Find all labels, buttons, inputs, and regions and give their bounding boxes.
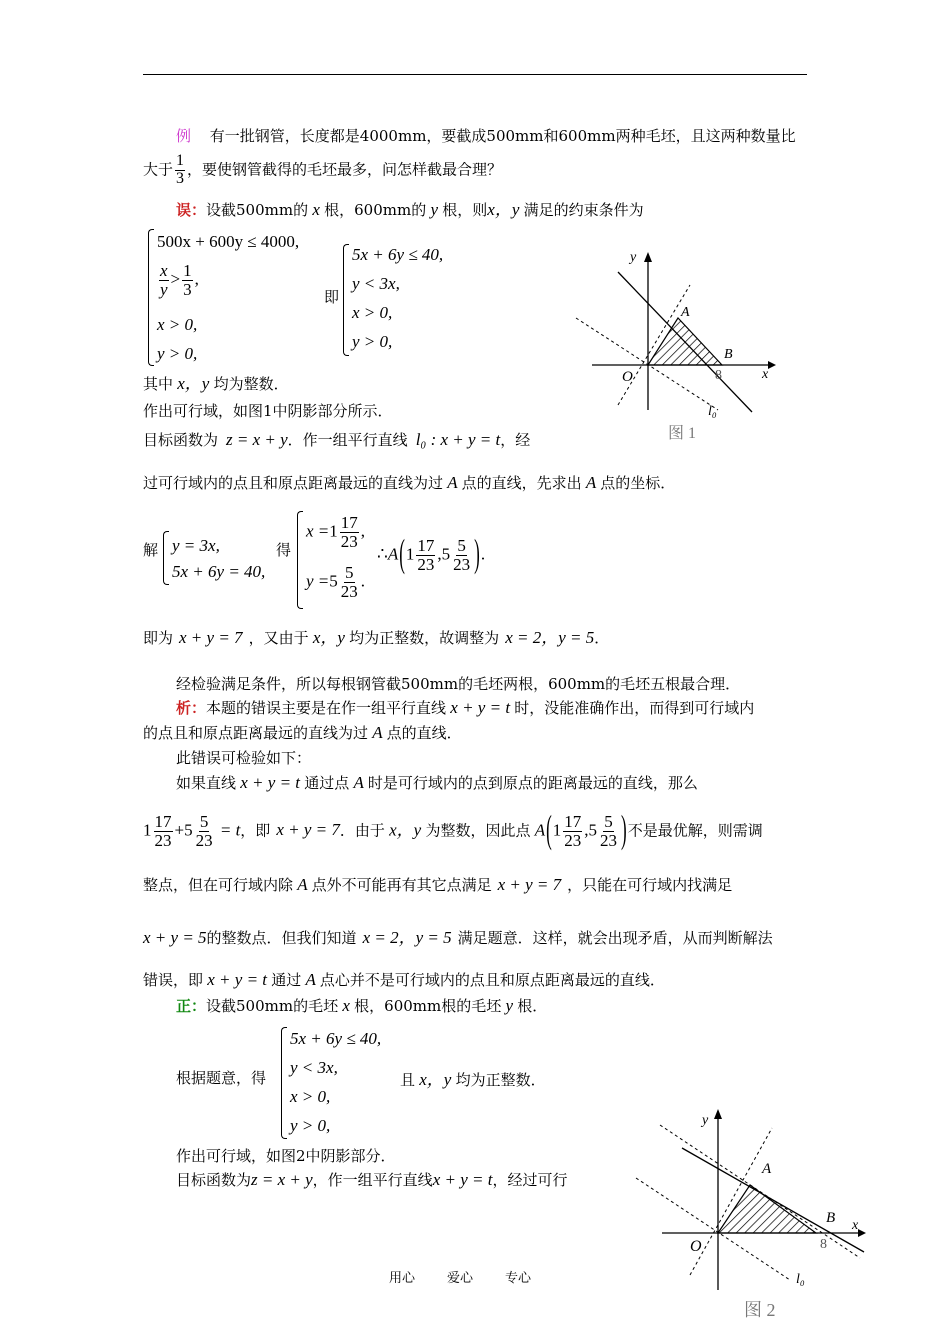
constraint-line-2 [682,1148,864,1252]
correct-cond: 且 x，y 均为正整数． [400,1070,546,1089]
solution-brace [297,511,303,609]
correct-row-1: 5x + 6y ≤ 40, [290,1029,382,1048]
correct-system-brace [281,1027,287,1139]
ji-label: 即 [324,288,340,306]
correct-row-4: y > 0, [290,1116,331,1135]
fig2-O-label: O [690,1238,702,1255]
solve-row-2: 5x + 6y = 40, [172,562,266,581]
system1-row-1: 500x + 600y ≤ 4000, [157,232,300,251]
integer-note: 其中 x，y 均为整数． [143,374,289,393]
analysis-tag: 析： [176,699,207,717]
fig1-tick-8: 8 [715,368,722,383]
check-line: 经检验满足条件，所以每根钢管截500mm的毛坯两根，600mm的毛坯五根最合理． [176,675,741,693]
system2-brace [343,244,349,356]
fig2-tick-8: 8 [820,1237,827,1252]
fig2-B-label: B [826,1210,836,1226]
objective-line: 目标函数为 z = x + y．作一组平行直线 l₀ : x + y = t，经 [143,430,531,449]
solve-row-1: y = 3x, [172,536,220,555]
analysis-line-2: 的点且和原点距离最远的直线为过 A 点的直线． [143,723,462,742]
point-A-coords: ∴A(1 $\frac{17}{23}$ ,5 $\frac{5}{23}$ ). [377,531,486,576]
correct-setup: 正：设截500mm的毛坯 x 根，600mm根的毛坯 y 根． [176,996,548,1015]
analysis-line-5: 1 $\frac{17}{23}$ +5 $\frac{5}{23}$ = t，即 x + y = 7．由于 x，y 为整数，因此点 A(1 $\frac{17}{23}$ ,5 $\frac{5}{23}$ )不是最优解，则需调 [143,807,763,852]
example-line-2: 大于 $\frac{1}{3}$ ，要使钢管截得的毛坯最多，问怎样截最合理？ [143,152,503,187]
figure-1 [565,245,805,445]
correct-tag: 正： [176,997,207,1015]
solve-label: 解 [143,541,159,559]
system1-row-2: $\frac{x}{y}$ > $\frac{1}{3}$ , [160,261,199,299]
analysis-line-1: 析：本题的错误主要是在作一组平行直线 x + y = t 时，没能准确作出，而得到可行域内 [176,698,755,717]
example-line-1: 例 有一批钢管，长度都是4000mm，要截成500mm和600mm两种毛坯，且这两种数量比 [176,127,796,145]
by-label: 根据题意，得 [176,1069,267,1087]
analysis-line-8: 错误，即 x + y = t 通过 A 点心并不是可行域内的点且和原点距离最远的直线． [143,970,665,989]
system2-row-2: y < 3x, [352,274,400,293]
analysis-line-3: 此错误可检验如下： [176,749,312,767]
correct-row-2: y < 3x, [290,1058,338,1077]
system1-row-4: y > 0, [157,344,198,363]
analysis-line-7: x + y = 5的整数点．但我们知道 x = 2，y = 5 满足题意．这样，就会出现矛盾，从而判断解法 [143,928,773,947]
feasible-region-2 [718,1185,816,1233]
solve-brace [163,531,169,585]
constraint-line-1 [618,272,752,412]
system2-row-1: 5x + 6y ≤ 40, [352,245,444,264]
get-label: 得 [276,541,292,559]
analysis-line-4: 如果直线 x + y = t 通过点 A 时是可行域内的点到原点的距离最远的直线，那么 [176,773,698,792]
fig2-x-label: x [852,1218,859,1233]
header-rule [143,74,807,75]
passline: 过可行域内的点且和原点距离最远的直线为过 A 点的直线，先求出 A 点的坐标． [143,473,676,492]
solution-y: y =5 $\frac{5}{23}$ . [306,563,366,601]
fig1-B-label: B [724,347,733,362]
fig1-y-label: y [630,250,637,265]
footer-2: 爱心 [447,1271,474,1286]
footer [389,1272,531,1285]
correct-objective: 目标函数为z = x + y，作一组平行直线x + y = t，经过可行 [176,1170,568,1189]
fig1-O-label: O [622,369,633,385]
system2-row-3: x > 0, [352,303,393,322]
analysis-line-6: 整点，但在可行域内除 A 点外不可能再有其它点满足 x + y = 7 ，只能在可行域内找满足 [143,875,733,894]
fig1-A-label: A [681,305,690,320]
wrong-setup: 误：设截500mm的 x 根，600mm的 y 根，则x，y 满足的约束条件为 [176,200,644,219]
fig2-A-label: A [762,1161,772,1177]
system2-row-4: y > 0, [352,332,393,351]
fig1-l0-label: l₀ [708,404,717,419]
feasible-note-2: 作出可行域，如图2中阴影部分． [176,1147,396,1165]
fig1-caption: 图 1 [668,425,697,442]
system1-brace [148,229,154,366]
footer-1: 用心 [389,1271,416,1286]
figure-2 [625,1100,870,1324]
fig1-x-label: x [762,367,769,382]
solution-x: x =1 $\frac{17}{23}$ , [306,513,366,551]
fig2-l0-label: l₀ [796,1272,805,1287]
adjust-line: 即为 x + y = 7 ，又由于 x，y 均为正整数，故调整为 x = 2，y = 5． [143,628,610,647]
correct-row-3: x > 0, [290,1087,331,1106]
example-tag: 例 [176,127,192,145]
system1-row-3: x > 0, [157,315,198,334]
footer-3: 专心 [505,1271,532,1286]
fig2-caption: 图 2 [744,1300,776,1320]
wrong-tag: 误： [176,201,207,219]
feasible-note-1: 作出可行域，如图1中阴影部分所示． [143,402,393,420]
fig2-y-label: y [702,1113,709,1128]
